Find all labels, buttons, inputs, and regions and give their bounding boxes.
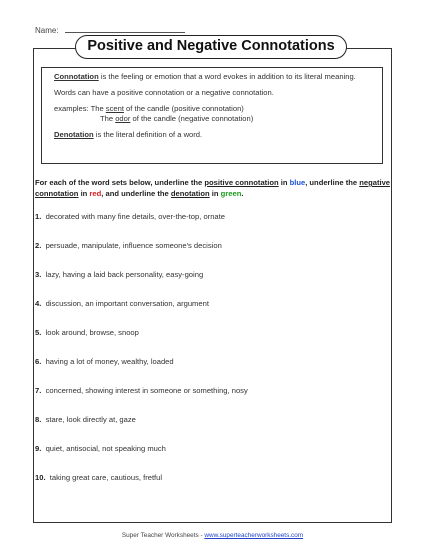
item-text[interactable]: quiet, antisocial, not speaking much (45, 444, 166, 453)
list-item (35, 299, 209, 309)
item-number: 10. (35, 473, 46, 482)
item-number: 1. (35, 212, 42, 221)
negative-connotation-term: negative connotation (35, 178, 391, 198)
list-item (35, 328, 139, 338)
connotation-term: Connotation (54, 72, 99, 81)
instructions-part3: , and underline the (101, 188, 171, 198)
instructions-part2: , underline the (305, 178, 360, 187)
name-line[interactable] (65, 24, 185, 33)
name-row (35, 24, 185, 35)
denotation-definition (54, 130, 370, 140)
item-number: 4. (35, 299, 42, 308)
item-number: 3. (35, 270, 42, 279)
example-2 (54, 114, 370, 124)
example-2-word: odor (115, 114, 131, 123)
page-title: Positive and Negative Connotations (75, 35, 347, 59)
denotation-instruction-term: denotation (170, 188, 210, 198)
item-text[interactable]: look around, browse, snoop (45, 328, 139, 337)
item-number: 6. (35, 357, 42, 366)
item-text[interactable]: lazy, having a laid back personality, easy-going (45, 270, 204, 279)
example-1-word: scent (105, 104, 124, 113)
item-text[interactable]: concerned, showing interest in someone or something, nosy (45, 386, 248, 395)
green-word: green (220, 188, 242, 198)
name-label: Name: (35, 26, 59, 35)
instructions-in3: in (209, 188, 221, 198)
item-text[interactable]: discussion, an important conversation, argument (45, 299, 209, 308)
instructions (35, 178, 391, 199)
item-text[interactable]: stare, look directly at, gaze (45, 415, 136, 424)
denotation-term: Denotation (54, 130, 94, 139)
denotation-text: is the literal definition of a word. (93, 130, 203, 139)
footer-link[interactable]: www.superteacherworksheets.com (204, 532, 304, 539)
connotation-text: is the feeling or emotion that a word evokes in addition to its literal meaning. (98, 72, 356, 81)
red-word: red (89, 188, 102, 198)
footer (0, 532, 425, 539)
item-text[interactable]: decorated with many fine details, over-the-top, ornate (45, 212, 225, 221)
list-item (35, 473, 162, 483)
instructions-end: . (241, 188, 244, 198)
example-2-rest: of the candle (negative connotation) (130, 114, 254, 123)
list-item (35, 386, 248, 396)
words-statement: Words can have a positive connotation or a negative connotation. (54, 88, 274, 97)
item-text[interactable]: taking great care, cautious, fretful (49, 473, 163, 482)
item-number: 5. (35, 328, 42, 337)
instructions-in1: in (278, 178, 290, 187)
item-number: 9. (35, 444, 42, 453)
list-item (35, 357, 174, 367)
footer-text: Super Teacher Worksheets - (121, 532, 205, 539)
connotation-definition (54, 72, 370, 82)
list-item (35, 241, 222, 251)
instructions-part1: For each of the word sets below, underline the (35, 178, 205, 187)
item-text[interactable]: persuade, manipulate, influence someone's decision (45, 241, 222, 250)
list-item (35, 415, 136, 425)
example-1 (54, 104, 370, 114)
list-item (35, 212, 225, 222)
definition-box (41, 67, 383, 164)
item-number: 8. (35, 415, 42, 424)
list-item (35, 444, 166, 454)
example-2-pre: The (100, 114, 116, 123)
item-number: 7. (35, 386, 42, 395)
list-item (35, 270, 203, 280)
item-text[interactable]: having a lot of money, wealthy, loaded (45, 357, 174, 366)
item-number: 2. (35, 241, 42, 250)
instructions-in2: in (78, 188, 90, 198)
example-1-rest: of the candle (positive connotation) (123, 104, 244, 113)
positive-connotation-term: positive connotation (204, 178, 279, 187)
examples-label: examples: The (54, 104, 106, 113)
blue-word: blue (289, 178, 306, 187)
